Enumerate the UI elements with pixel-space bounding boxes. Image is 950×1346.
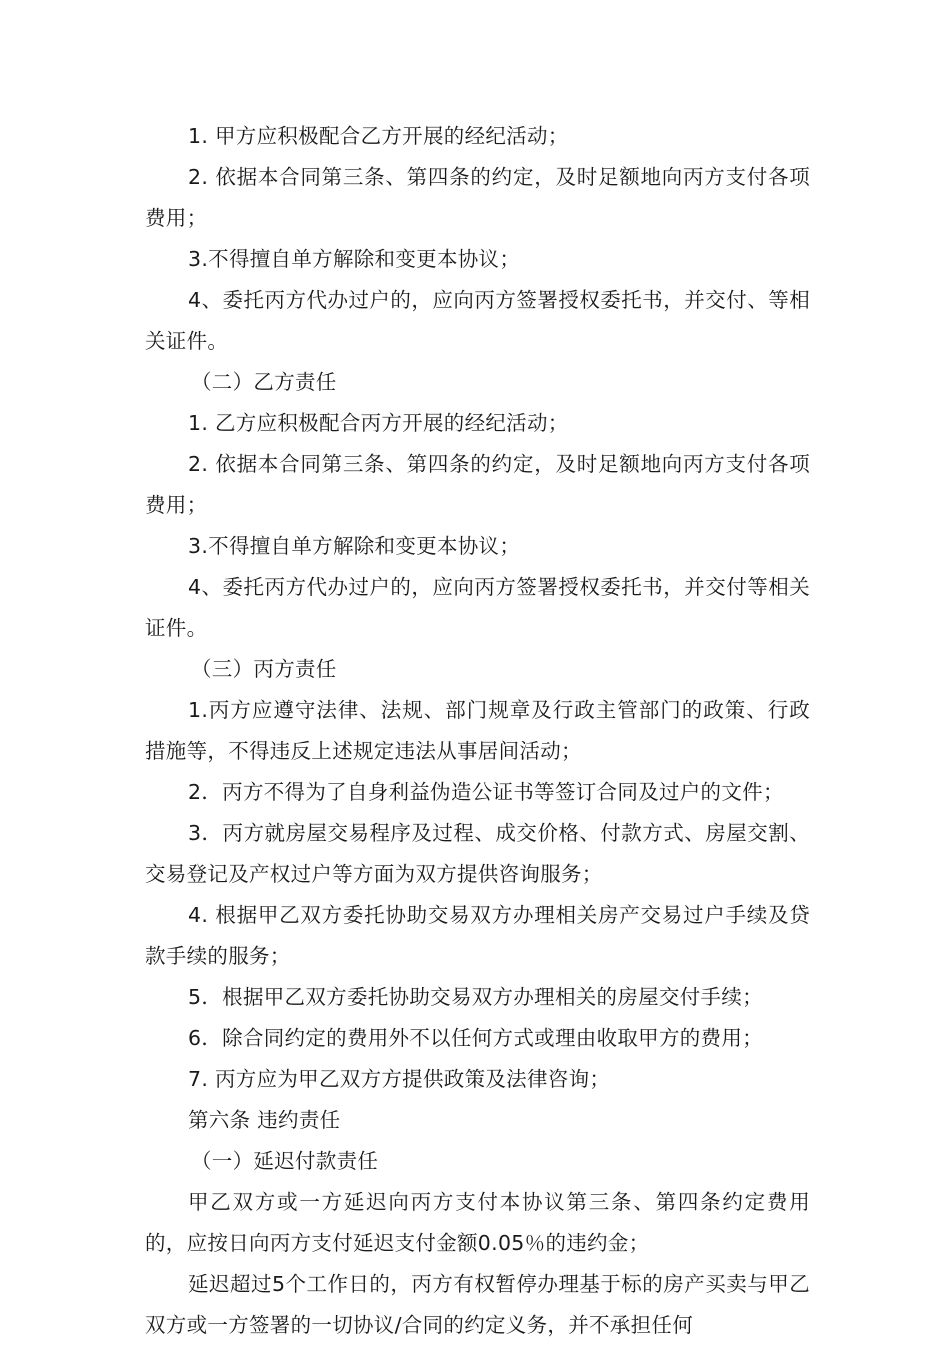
paragraph: 1. 甲方应积极配合乙方开展的经纪活动；	[188, 124, 569, 148]
section-heading: （二）乙方责任	[191, 370, 337, 394]
section-heading: （三）丙方责任	[191, 657, 337, 681]
paragraph: 延迟超过5个工作日的，丙方有权暂停办理基于标的房产买卖与甲乙双方或一方签署的一切协议/合同的约定义务，并不承担任何	[145, 1272, 810, 1337]
paragraph: 6．除合同约定的费用外不以任何方式或理由收取甲方的费用；	[188, 1026, 763, 1050]
paragraph: 3.不得擅自单方解除和变更本协议；	[188, 534, 521, 558]
paragraph: 4、委托丙方代办过户的，应向丙方签署授权委托书，并交付等相关证件。	[145, 575, 810, 640]
paragraph: 2．丙方不得为了自身利益伪造公证书等签订合同及过户的文件；	[188, 780, 784, 804]
paragraph: 1.丙方应遵守法律、法规、部门规章及行政主管部门的政策、行政措施等，不得违反上述规定违法从事居间活动；	[145, 698, 810, 763]
section-heading: （一）延迟付款责任	[191, 1149, 379, 1173]
paragraph: 3．丙方就房屋交易程序及过程、成交价格、付款方式、房屋交割、交易登记及产权过户等方面为双方提供咨询服务；	[145, 821, 810, 886]
document-body	[145, 116, 810, 1346]
paragraph: 7. 丙方应为甲乙双方方提供政策及法律咨询；	[188, 1067, 611, 1091]
paragraph: 2. 依据本合同第三条、第四条的约定，及时足额地向丙方支付各项费用；	[145, 452, 810, 517]
paragraph: 5．根据甲乙双方委托协助交易双方办理相关的房屋交付手续；	[188, 985, 763, 1009]
paragraph: 3.不得擅自单方解除和变更本协议；	[188, 247, 521, 271]
paragraph: 4. 根据甲乙双方委托协助交易双方办理相关房产交易过户手续及贷款手续的服务；	[145, 903, 810, 968]
paragraph: 甲乙双方或一方延迟向丙方支付本协议第三条、第四条约定费用的，应按日向丙方支付延迟支付金额0.05％的违约金；	[145, 1190, 810, 1255]
article-heading: 第六条 违约责任	[188, 1108, 341, 1132]
paragraph: 1. 乙方应积极配合丙方开展的经纪活动；	[188, 411, 569, 435]
paragraph: 2. 依据本合同第三条、第四条的约定，及时足额地向丙方支付各项费用；	[145, 165, 810, 230]
paragraph: 4、委托丙方代办过户的，应向丙方签署授权委托书，并交付、等相关证件。	[145, 288, 810, 353]
